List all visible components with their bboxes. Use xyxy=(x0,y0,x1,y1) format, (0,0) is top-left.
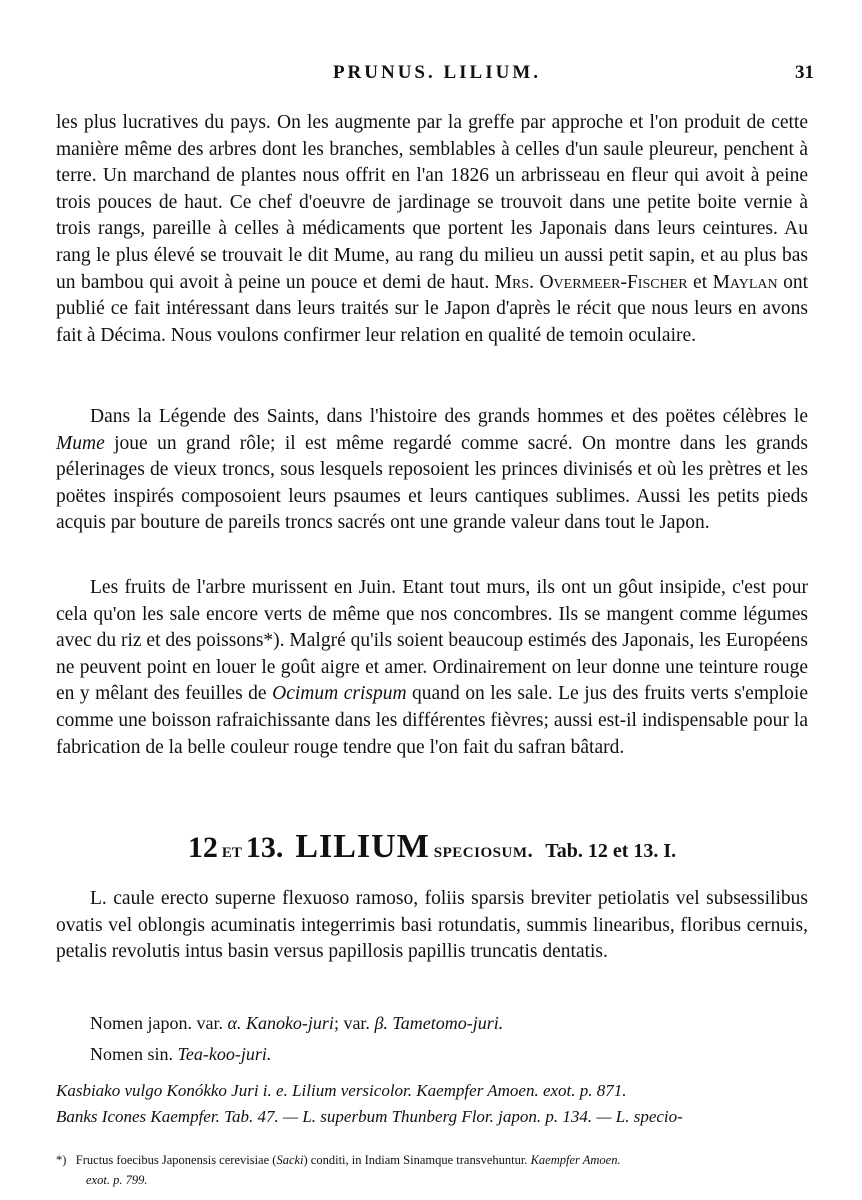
references xyxy=(56,1078,808,1130)
variety-alpha-mark: α. xyxy=(227,1013,242,1033)
paragraph-3-text-a: Les fruits de l'arbre murissent en Juin. Etant tout murs, ils ont un gôut insipide, c'est pour cela qu'on les sale encore verts de même que nos concombres. Ils se mangent comme légumes avec du riz et des poissons*). Malgré qu'ils soient beaucoup estimés des Japonais, les Européens ne peuvent point en louer le goût aigre et amer. Ordinairement on leur donne une teinture rouge en y mêlant des feuilles de xyxy=(56,577,808,705)
term-ocimum-crispum: Ocimum crispum xyxy=(272,683,407,705)
heading-et: et xyxy=(221,837,242,862)
paragraph-1-text-b: ont publié ce fait intéressant dans leurs traités sur le Japon d'après le récit que nous leurs en avons fait à Décima. Nous voulons confirmer leur relation en qualité de temoin oculaire. xyxy=(56,271,809,346)
author-overmeer-fischer: Mrs. Overmeer-Fischer xyxy=(494,271,688,293)
species-heading xyxy=(56,828,808,866)
reference-line-2: Banks Icones Kaempfer. Tab. 47. — L. superbum Thunberg Flor. japon. p. 134. — L. specio- xyxy=(56,1107,683,1126)
heading-number-13: 13. xyxy=(245,831,284,864)
conjunction-et: et xyxy=(693,271,708,293)
footnote-source: Kaempfer Amoen. xyxy=(530,1153,621,1167)
paragraph-2 xyxy=(56,404,808,537)
heading-number-12: 12 xyxy=(187,831,218,864)
footnote-line-1 xyxy=(56,1150,808,1170)
paragraph-3 xyxy=(56,575,808,761)
footnote-sacki: Sacki xyxy=(276,1153,304,1167)
footnote-line-2: exot. p. 799. xyxy=(86,1173,148,1187)
variety-beta-name: Tametomo-juri. xyxy=(392,1013,504,1033)
footnote-mark: *) xyxy=(56,1153,67,1167)
running-head xyxy=(60,62,814,86)
page-number: 31 xyxy=(795,62,814,83)
nomen-sinicum xyxy=(90,1044,810,1065)
paragraph-2-text-b: joue un grand rôle; il est même regardé comme sacré. On montre dans les grands pélerinages de vieux troncs, sous lesquels reposoient les princes divinisés et où les prètres et les poëtes inspirés composoient leurs psaumes et leurs cantiques sublimes. Aussi les petits pieds acquis par bouture de pareils troncs sacrés ont une grande valeur dans tout le Japon. xyxy=(56,432,809,534)
variety-alpha-name: Kanoko-juri xyxy=(245,1013,334,1033)
term-mume: Mume xyxy=(56,432,105,454)
paragraph-1 xyxy=(56,110,808,349)
variety-separator: ; var. xyxy=(333,1013,370,1033)
footnote xyxy=(56,1150,808,1190)
heading-species: speciosum. xyxy=(433,838,534,862)
nomen-sin-label: Nomen sin. xyxy=(90,1044,173,1064)
author-maylan: Maylan xyxy=(712,271,778,293)
reference-line-1: Kasbiako vulgo Konókko Juri i. e. Lilium versicolor. Kaempfer Amoen. exot. p. 871. xyxy=(56,1081,627,1100)
latin-diagnosis: L. caule erecto superne flexuoso ramoso, foliis sparsis breviter petiolatis vel subsessilibus ovatis vel oblongis acuminatis integerrimis basi rotundatis, summis linearibus, floribus cernuis, petalis revolutis intus basin versus papillosis papillis truncatis dentatis. xyxy=(56,888,808,963)
paragraph-1-text-a: les plus lucratives du pays. On les augmente par la greffe par approche et l'on produit de cette manière même des arbres dont les branches, semblables à celles d'un saule pleureur, penchent à terre. Un marchand de plantes nous offrit en l'an 1826 un arbrisseau en fleur qui avoit à peine trois pouces de haut. Ce chef d'oeuvre de jardinage se trouvoit dans une petite boite vernie à trois rangs, pareille à celles à médicaments que portent les Japonais dans leurs ceintures. Au rang le plus élevé se trouvait le dit Mume, au rang du milieu un aussi petit sapin, et au plus bas un bambou qui avoit à peine un pouce et demi de haut. xyxy=(56,112,808,293)
paragraph-2-text-a: Dans la Légende des Saints, dans l'histoire des grands hommes et des poëtes célèbres le xyxy=(90,406,808,427)
variety-beta-mark: β. xyxy=(374,1013,388,1033)
footnote-text-2: ) conditi, in Indiam Sinamque transvehuntur. xyxy=(303,1153,528,1167)
paragraph-3-text-b: quand on les sale. Le jus des fruits verts s'emploie comme une boisson rafraichissante dans les différentes fièvres; aussi est-il indispensable pour la fabrication de la belle couleur rouge tendre que l'on fait du safran bâtard. xyxy=(56,683,808,758)
heading-plate-reference: Tab. 12 et 13. I. xyxy=(545,840,677,862)
heading-genus: LILIUM xyxy=(295,828,430,865)
nomen-sin-name: Tea-koo-juri. xyxy=(177,1044,272,1064)
nomen-japonicum xyxy=(90,1013,810,1034)
running-title: PRUNUS. LILIUM. xyxy=(332,62,542,83)
footnote-text: Fructus foecibus Japonensis cerevisiae ( xyxy=(75,1153,277,1167)
nomen-japon-label: Nomen japon. var. xyxy=(90,1013,223,1033)
